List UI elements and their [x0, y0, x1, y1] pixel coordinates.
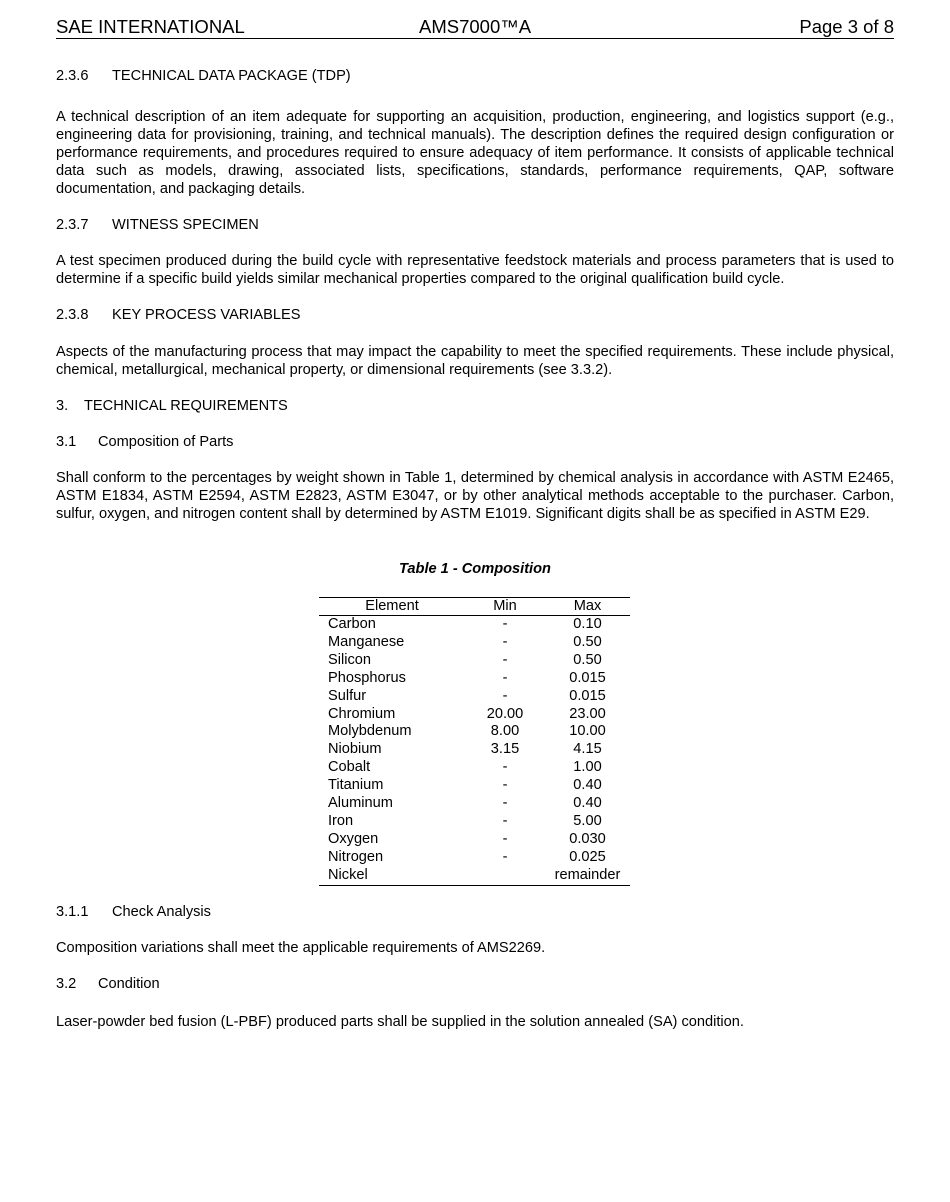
max-cell: 0.025 — [569, 848, 606, 865]
max-cell: 0.50 — [573, 633, 602, 650]
table-row — [319, 688, 630, 706]
max-cell: 1.00 — [573, 759, 602, 776]
max-cell: 0.40 — [573, 777, 602, 794]
max-cell: remainder — [554, 866, 621, 883]
section-title: Check Analysis — [112, 904, 211, 920]
element-cell: Sulfur — [328, 687, 367, 704]
max-cell: 0.015 — [569, 687, 606, 704]
section-heading-3-2 — [56, 975, 894, 993]
section-text-3-1-1: Composition variations shall meet the applicable requirements of AMS2269. — [56, 940, 546, 956]
column-header: Min — [465, 598, 545, 616]
section-text-2-3-8: Aspects of the manufacturing process that may impact the capability to meet the specified requirements. These include physical, chemical, metallurgical, mechanical property, or dimensional requirements (see 3.3.2). — [56, 344, 894, 378]
element-cell: Cobalt — [328, 759, 371, 776]
table-title: Table 1 - Composition — [399, 561, 551, 577]
header-doc-id: AMS7000™A — [419, 16, 532, 37]
element-cell: Molybdenum — [328, 723, 412, 740]
section-number: 2.3.6 — [56, 68, 89, 84]
section-title: KEY PROCESS VARIABLES — [112, 307, 301, 323]
max-cell: 10.00 — [569, 723, 606, 740]
table-row — [319, 849, 630, 867]
element-cell: Chromium — [328, 705, 396, 722]
section-number: 2.3.7 — [56, 217, 89, 233]
table-row — [319, 867, 630, 885]
element-cell: Nickel — [328, 866, 368, 883]
min-cell: 8.00 — [490, 723, 520, 740]
section-number: 3.1.1 — [56, 904, 89, 920]
element-cell: Phosphorus — [328, 669, 406, 686]
min-cell: - — [502, 848, 508, 865]
table-row — [319, 795, 630, 813]
table-row — [319, 831, 630, 849]
section-heading-2-3-7 — [56, 216, 894, 234]
section-heading-2-3-8 — [56, 306, 894, 324]
min-cell: - — [502, 687, 508, 704]
element-cell: Aluminum — [328, 795, 393, 812]
page-header — [56, 16, 894, 39]
section-number: 3.1 — [56, 434, 77, 450]
element-cell: Titanium — [328, 777, 384, 794]
max-cell: 5.00 — [573, 812, 602, 829]
section-heading-3 — [56, 397, 894, 415]
element-cell: Oxygen — [328, 830, 379, 847]
section-number: 2.3.8 — [56, 307, 89, 323]
min-cell: - — [502, 830, 508, 847]
table-row — [319, 777, 630, 795]
section-number: 3. — [56, 398, 69, 414]
min-cell: - — [502, 669, 508, 686]
max-cell: 0.50 — [573, 651, 602, 668]
section-text-2-3-7: A test specimen produced during the build cycle with representative feedstock materials and process parameters that is used to determine if a specific build yields similar mechanical properties compared to the original qualification build cycle. — [56, 253, 894, 287]
max-cell: 23.00 — [569, 705, 606, 722]
table-row — [319, 652, 630, 670]
header-page-number: Page 3 of 8 — [799, 16, 894, 37]
max-cell: 0.10 — [573, 616, 602, 632]
min-cell: - — [502, 777, 508, 794]
table-row — [319, 723, 630, 741]
element-cell: Iron — [328, 812, 354, 829]
table-row — [319, 670, 630, 688]
element-cell: Nitrogen — [328, 848, 384, 865]
section-number: 3.2 — [56, 976, 77, 992]
section-text-3-1: Shall conform to the percentages by weight shown in Table 1, determined by chemical analysis in accordance with ASTM E2465, ASTM E1834, ASTM E2594, ASTM E2823, ASTM E3047, or by other analytical methods acceptable to the purchaser. Carbon, sulfur, oxygen, and nitrogen content shall by determined by ASTM E1019. Significant digits shall be as specified in ASTM E29. — [56, 470, 894, 522]
table-row — [319, 706, 630, 724]
section-title: WITNESS SPECIMEN — [112, 217, 259, 233]
element-cell: Niobium — [328, 741, 382, 758]
section-title: Condition — [98, 976, 160, 992]
min-cell: - — [502, 633, 508, 650]
composition-table — [319, 597, 630, 886]
table-row — [319, 813, 630, 831]
min-cell: 3.15 — [490, 741, 520, 758]
table-row — [319, 616, 630, 634]
section-text-3-2: Laser-powder bed fusion (L-PBF) produced parts shall be supplied in the solution annealed (SA) condition. — [56, 1014, 744, 1030]
column-header: Element — [319, 598, 465, 616]
min-cell: - — [502, 795, 508, 812]
table-row — [319, 759, 630, 777]
header-org: SAE INTERNATIONAL — [56, 16, 245, 37]
min-cell: - — [502, 616, 508, 632]
column-header: Max — [545, 598, 630, 616]
element-cell: Carbon — [328, 616, 376, 632]
element-cell: Silicon — [328, 651, 371, 668]
section-heading-3-1-1 — [56, 903, 894, 921]
max-cell: 0.40 — [573, 795, 602, 812]
section-text-2-3-6: A technical description of an item adequate for supporting an acquisition, production, engineering, and logistics support (e.g., engineering data for provisioning, training, and technical manuals). The description defines the required design configuration or performance requirements, and procedures required to ensure adequacy of item performance. It consists of applicable technical data such as models, drawing, associated lists, specifications, standards, performance requirements, QAP, software documentation, and packaging details. — [56, 109, 894, 197]
min-cell: - — [502, 812, 508, 829]
section-heading-2-3-6 — [56, 67, 894, 85]
min-cell: - — [502, 651, 508, 668]
section-heading-3-1 — [56, 433, 894, 451]
min-cell — [465, 867, 545, 885]
min-cell: 20.00 — [486, 705, 524, 722]
element-cell: Manganese — [328, 633, 405, 650]
max-cell: 0.030 — [569, 830, 606, 847]
section-title: TECHNICAL REQUIREMENTS — [84, 398, 288, 414]
table-row — [319, 634, 630, 652]
section-title: Composition of Parts — [98, 434, 234, 450]
table-header-row — [319, 598, 630, 616]
max-cell: 0.015 — [569, 669, 606, 686]
section-title: TECHNICAL DATA PACKAGE (TDP) — [112, 68, 351, 84]
max-cell: 4.15 — [573, 741, 602, 758]
min-cell: - — [502, 759, 508, 776]
table-row — [319, 741, 630, 759]
